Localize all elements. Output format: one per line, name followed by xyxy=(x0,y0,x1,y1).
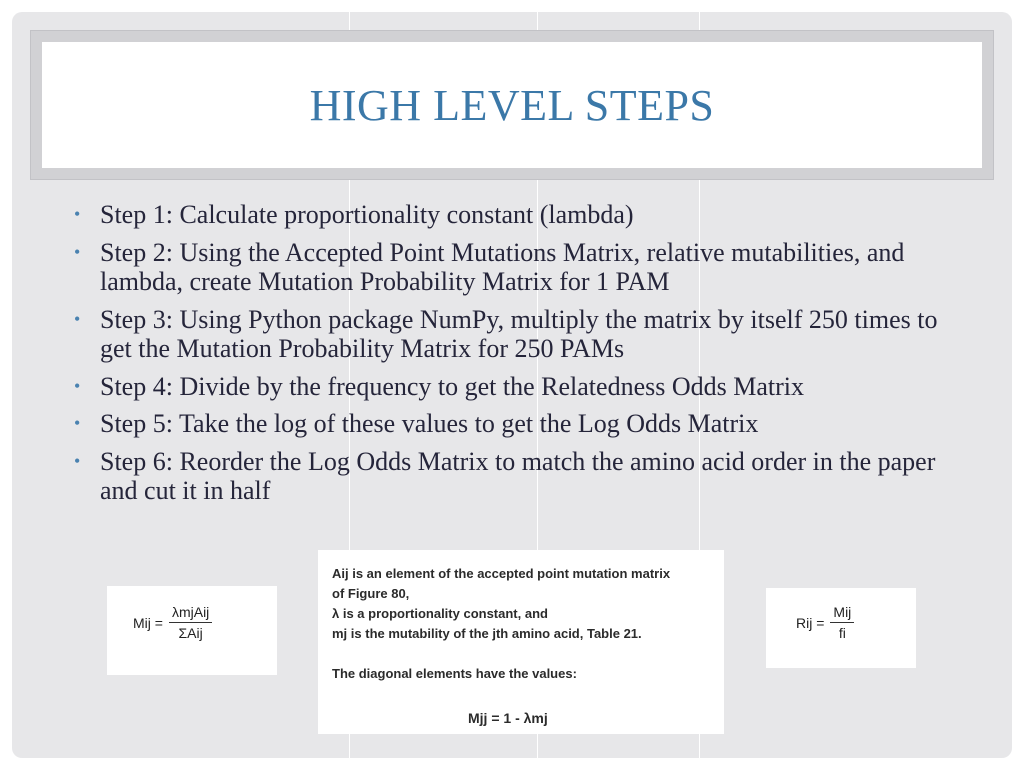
step-text: Step 3: Using Python package NumPy, multiply the matrix by itself 250 times to get the Mutation Probability Matrix for 250 PAMs xyxy=(100,304,938,363)
step-item xyxy=(72,447,962,506)
mij-formula-image xyxy=(107,586,277,675)
bullet-icon: • xyxy=(74,413,81,433)
rij-formula-image xyxy=(766,588,916,668)
rij-lhs: Rij = xyxy=(796,614,825,631)
title-box xyxy=(42,42,982,168)
slide xyxy=(12,12,1012,758)
step-item xyxy=(72,305,962,364)
bullet-icon: • xyxy=(74,308,81,329)
definition-line: of Figure 80, xyxy=(332,586,410,601)
rij-formula xyxy=(796,604,854,641)
mij-lhs: Mij = xyxy=(133,614,163,631)
diagonal-equation: Mjj = 1 - λmj xyxy=(468,710,548,726)
step-item xyxy=(72,200,962,230)
slide-title: HIGH LEVEL STEPS xyxy=(309,80,715,130)
definition-line: Aij is an element of the accepted point mutation matrix xyxy=(332,566,671,581)
step-text: Step 4: Divide by the frequency to get the Relatedness Odds Matrix xyxy=(100,371,805,401)
step-item xyxy=(72,372,962,402)
definition-line: mj is the mutability of the jth amino acid, Table 21. xyxy=(332,626,642,641)
step-item xyxy=(72,409,962,439)
definition-line xyxy=(332,644,716,664)
step-text: Step 2: Using the Accepted Point Mutations Matrix, relative mutabilities, and lambda, create Mutation Probability Matrix for 1 PAM xyxy=(100,237,905,296)
mij-denominator: ΣAij xyxy=(178,625,203,641)
steps-list xyxy=(72,200,962,514)
bullet-icon: • xyxy=(74,204,81,224)
rij-denominator: fi xyxy=(838,625,846,641)
rij-numerator: Mij xyxy=(830,604,854,623)
title-frame xyxy=(30,30,994,180)
step-text: Step 1: Calculate proportionality constant (lambda) xyxy=(100,200,634,229)
mij-fraction xyxy=(169,604,212,641)
definition-line: λ is a proportionality constant, and xyxy=(332,606,548,621)
bullet-icon: • xyxy=(74,241,81,262)
bullet-icon: • xyxy=(74,375,81,396)
bullet-icon: • xyxy=(74,450,81,471)
rij-fraction xyxy=(830,604,854,641)
definitions-image xyxy=(318,550,724,734)
mij-numerator: λmjAij xyxy=(169,604,212,623)
step-text: Step 5: Take the log of these values to get the Log Odds Matrix xyxy=(100,409,759,438)
definition-line: The diagonal elements have the values: xyxy=(332,666,577,681)
definitions-text xyxy=(332,564,716,684)
step-text: Step 6: Reorder the Log Odds Matrix to match the amino acid order in the paper and cut it in half xyxy=(100,446,936,505)
mij-formula xyxy=(133,604,212,641)
step-item xyxy=(72,238,962,297)
